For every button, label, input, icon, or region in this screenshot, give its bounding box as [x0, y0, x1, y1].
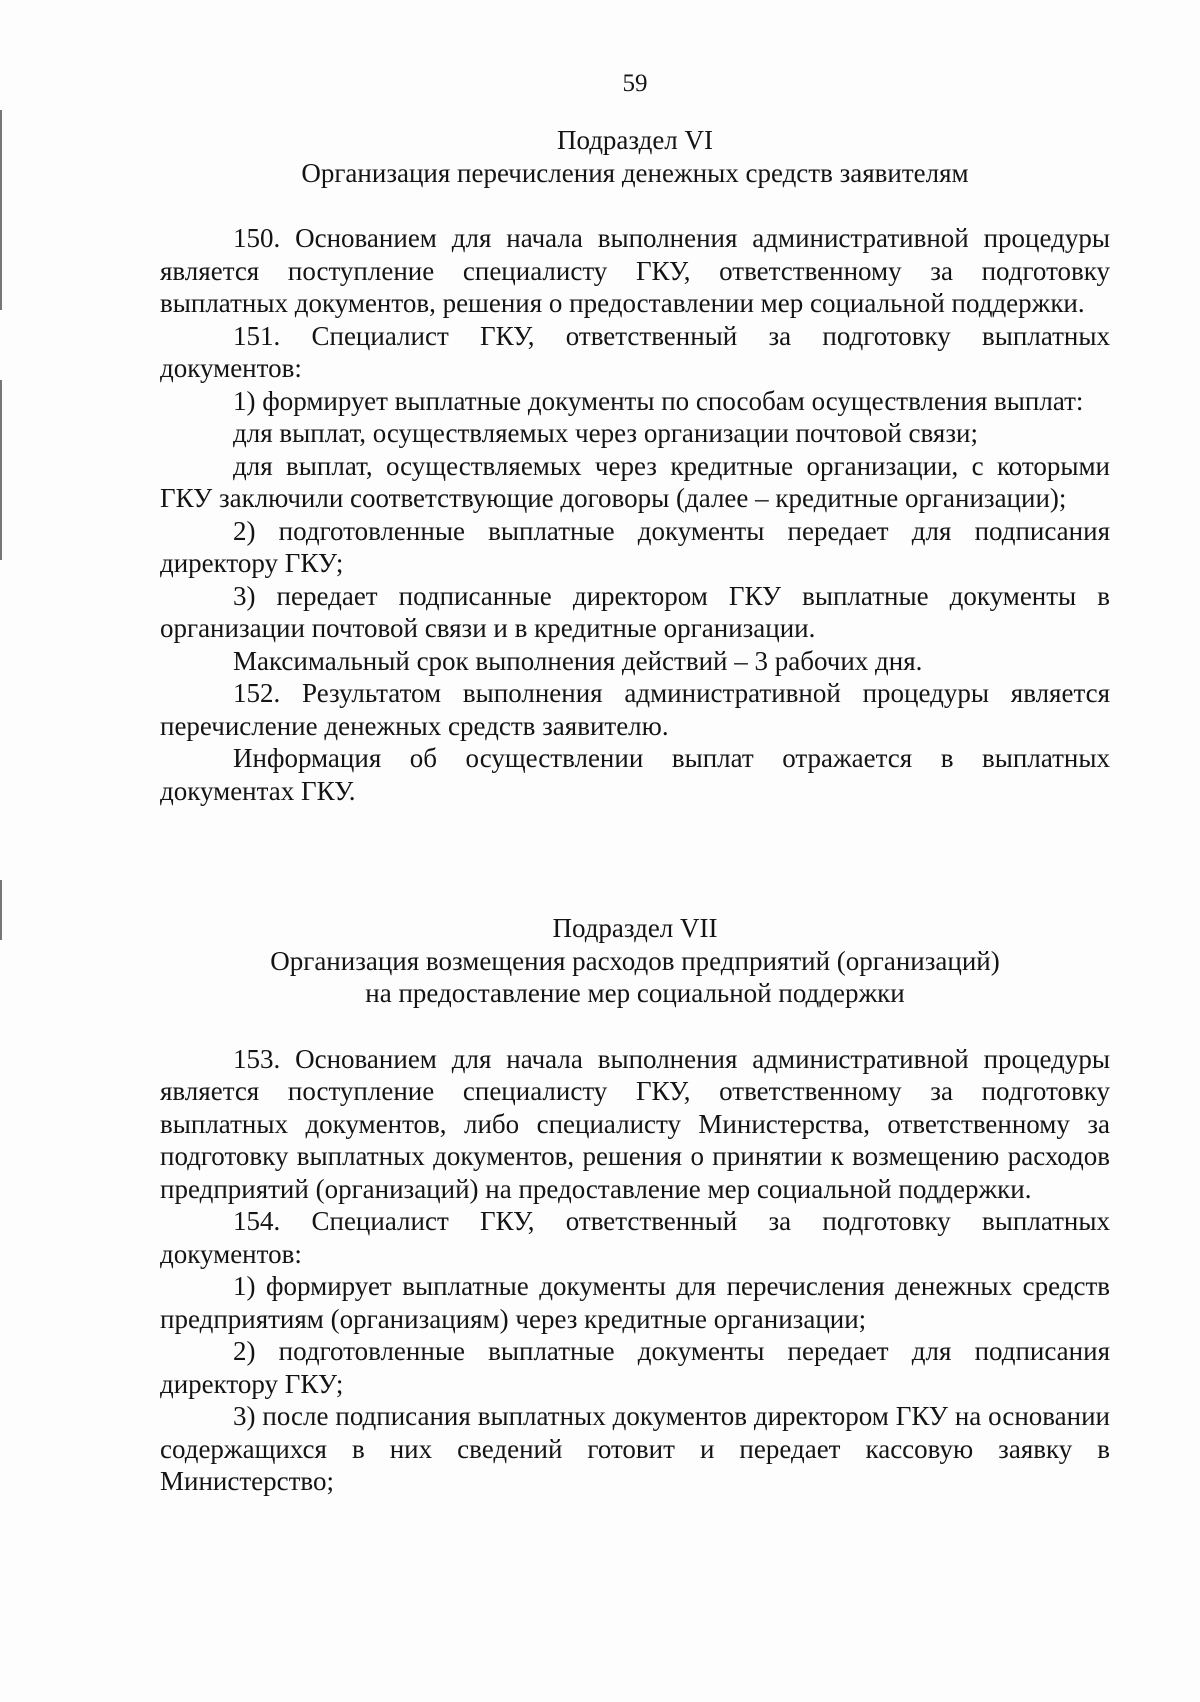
deadline-text: Максимальный срок выполнения действий – 3 рабочих дня.: [233, 645, 923, 676]
paragraph-152: 152. Результатом выполнения административной процедуры является перечисление денежных средств заявителю.: [160, 678, 1110, 741]
list-item-1: 1) формирует выплатные документы по способам осуществления выплат:: [233, 385, 1084, 416]
paragraph-151: 151. Специалист ГКУ, ответственный за подготовку выплатных документов:: [160, 320, 1110, 383]
scan-edge-mark: [0, 380, 2, 560]
list-item-1: 1) формирует выплатные документы для перечисления денежных средств предприятиям (организациям) через кредитные организации;: [160, 1271, 1110, 1334]
section-subtitle-line-1: Организация возмещения расходов предприятий (организаций): [270, 945, 1000, 976]
paragraph-150: 150. Основанием для начала выполнения административной процедуры является поступление специалисту ГКУ, ответственному за подготовку выплатных документов, решения о предоставлении мер социальной поддержки.: [160, 223, 1110, 318]
scan-edge-mark: [0, 880, 2, 940]
section-subtitle: Организация перечисления денежных средств заявителям: [301, 157, 969, 188]
section-subtitle-line-2: на предоставление мер социальной поддержки: [365, 978, 905, 1008]
list-item-3: 3) после подписания выплатных документов директором ГКУ на основании содержащихся в них сведений готовит и передает кассовую заявку в Министерство;: [160, 1401, 1110, 1496]
list-item-3: 3) передает подписанные директором ГКУ выплатные документы в организации почтовой связи и в кредитные организации.: [160, 580, 1110, 643]
section-vii: [160, 912, 1110, 1498]
section-title: Подраздел VII: [552, 913, 718, 943]
page-number: 59: [622, 70, 648, 97]
info-text: Информация об осуществлении выплат отражается в выплатных документах ГКУ.: [160, 743, 1110, 806]
paragraph-154: 154. Специалист ГКУ, ответственный за подготовку выплатных документов:: [160, 1206, 1110, 1269]
scan-edge-mark: [0, 110, 2, 310]
section-vi-heading: [160, 124, 1110, 189]
section-title: Подраздел VI: [556, 125, 714, 155]
section-vi: [160, 124, 1110, 807]
paragraph-153: 153. Основанием для начала выполнения административной процедуры является поступление специалисту ГКУ, ответственному за подготовку выплатных документов, либо специалисту Министерства, ответственному за подготовку выплатных документов, решения о принятии к возмещению расходов предприятий (организаций) на предоставление мер социальной поддержки.: [160, 1043, 1110, 1204]
list-subitem-credit: для выплат, осуществляемых через кредитные организации, с которыми ГКУ заключили соответствующие договоры (далее – кредитные организации);: [160, 450, 1110, 513]
section-vii-heading: [160, 912, 1110, 1010]
list-subitem-postal: для выплат, осуществляемых через организации почтовой связи;: [233, 418, 978, 448]
list-item-2: 2) подготовленные выплатные документы передает для подписания директору ГКУ;: [160, 515, 1110, 578]
list-item-2: 2) подготовленные выплатные документы передает для подписания директору ГКУ;: [160, 1336, 1110, 1399]
